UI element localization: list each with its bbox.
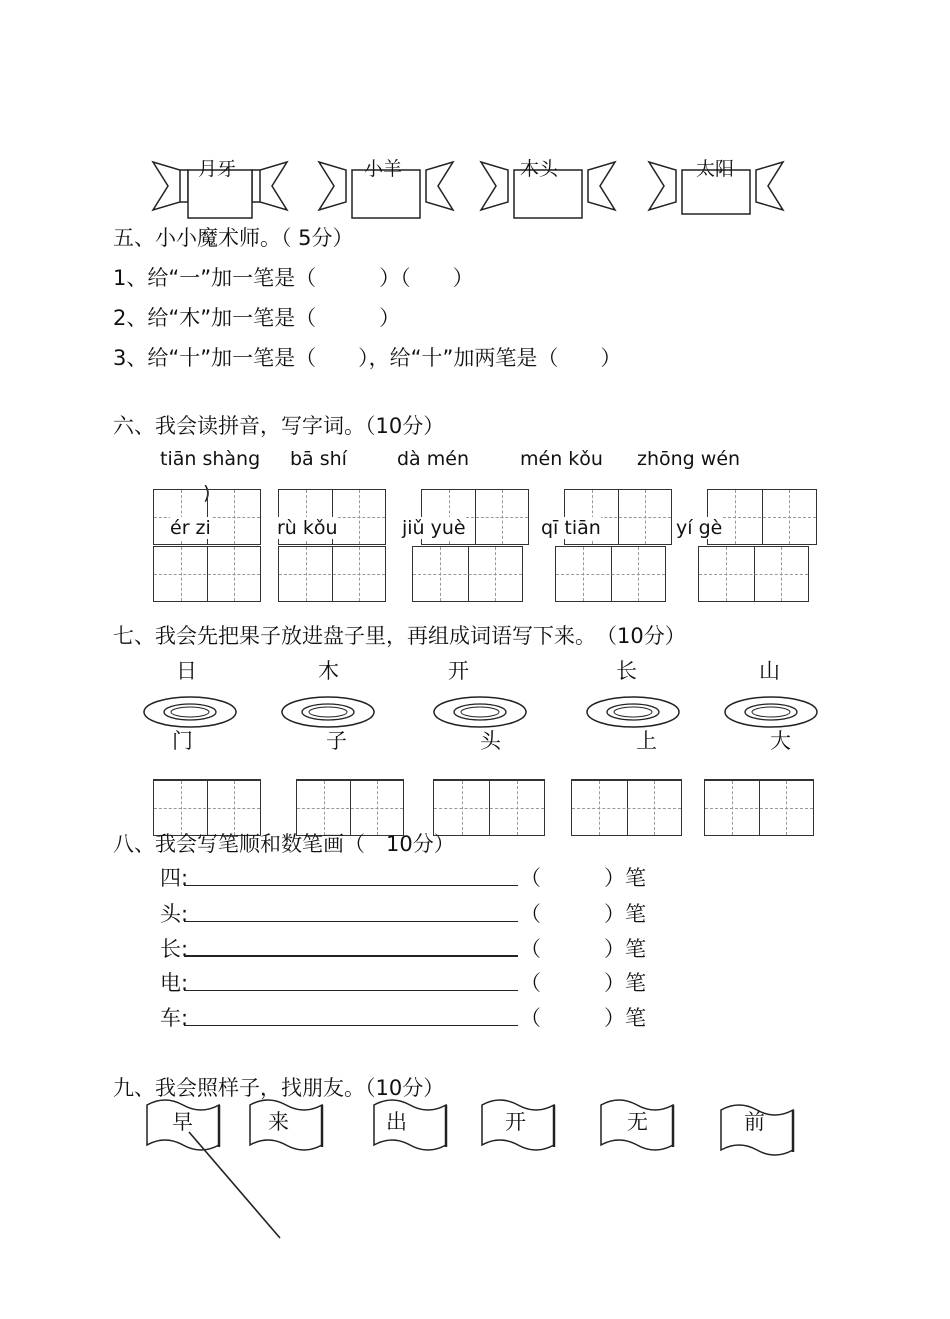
stroke-char-2: 头:: [160, 902, 189, 926]
stroke-count-5: （ ）笔: [520, 1006, 646, 1030]
word-grid-5[interactable]: [704, 779, 814, 836]
pinyin-row1-4: mén kǒu: [520, 448, 603, 470]
pinyin-row2-4: qī tiān: [541, 517, 601, 539]
fruit-top-2: 木: [318, 659, 339, 683]
section-9-title: 九、我会照样子，找朋友。（10分）: [113, 1076, 445, 1100]
pinyin-row2-1: ér zi: [170, 517, 211, 539]
stroke-line-1[interactable]: [184, 885, 518, 886]
section-5-q2: 2、给“木”加一笔是（ ）: [113, 306, 401, 330]
flag-label-4: 开: [505, 1110, 526, 1134]
stroke-line-4[interactable]: [184, 990, 518, 991]
plate-1: [142, 695, 238, 729]
pinyin-row1-2: bā shí: [290, 448, 347, 470]
flag-label-2: 来: [268, 1110, 289, 1134]
section-5-q3: 3、给“十”加一笔是（ ），给“十”加两笔是（ ）: [113, 346, 622, 370]
writing-grid-r2-2[interactable]: [278, 546, 386, 602]
section-7-title: 七、我会先把果子放进盘子里，再组成词语写下来。 （10分）: [113, 624, 686, 648]
plate-4: [585, 695, 681, 729]
section-8-title: 八、我会写笔顺和数笔画（ 10分）: [113, 832, 455, 856]
stroke-char-3: 长:: [160, 937, 189, 961]
pinyin-row1-3: dà mén: [397, 448, 469, 470]
stroke-char-1: 四:: [160, 866, 189, 890]
flag-label-5: 无: [627, 1110, 648, 1134]
pinyin-row2-3: jiǔ yuè: [402, 517, 466, 539]
section-5-title: 五、小小魔术师。（ 5分）: [113, 226, 354, 250]
stroke-count-2: （ ）笔: [520, 902, 646, 926]
stroke-char-4: 电:: [160, 971, 189, 995]
fruit-top-1: 日: [176, 659, 197, 683]
fruit-bottom-1: 门: [172, 729, 193, 753]
section-5-q1: 1、给“一”加一笔是（ ）（ ）: [113, 266, 474, 290]
ribbon-label-1: 月牙: [198, 158, 237, 180]
writing-grid-r2-5[interactable]: [698, 546, 809, 602]
fruit-top-3: 开: [448, 659, 469, 683]
fruit-bottom-5: 大: [770, 729, 791, 753]
stroke-count-1: （ ）笔: [520, 866, 646, 890]
ribbon-label-4: 太阳: [696, 158, 735, 180]
fruit-top-5: 山: [759, 659, 780, 683]
plate-5: [723, 695, 819, 729]
stroke-line-2[interactable]: [184, 921, 518, 922]
fruit-bottom-4: 上: [636, 729, 657, 753]
stroke-line-5[interactable]: [184, 1025, 518, 1026]
stroke-line-3[interactable]: [184, 955, 518, 957]
writing-grid-r2-1[interactable]: [153, 546, 261, 602]
writing-grid-r2-3[interactable]: [412, 546, 523, 602]
word-grid-4[interactable]: [571, 779, 682, 836]
flag-label-3: 出: [386, 1110, 407, 1134]
plate-2: [280, 695, 376, 729]
ribbon-label-3: 木头: [520, 158, 559, 180]
stray-paren: ): [203, 482, 211, 504]
pinyin-row2-5: yí gè: [676, 517, 723, 539]
stroke-char-5: 车:: [160, 1006, 189, 1030]
pinyin-row2-2: rù kǒu: [277, 517, 338, 539]
flag-label-1: 早: [172, 1110, 193, 1134]
fruit-bottom-3: 头: [480, 729, 501, 753]
writing-grid-r1-5[interactable]: [707, 489, 817, 545]
fruit-top-4: 长: [616, 659, 637, 683]
pinyin-row1-5: zhōng wén: [637, 448, 741, 470]
pinyin-row1-1: tiān shàng: [160, 448, 261, 470]
stroke-count-4: （ ）笔: [520, 971, 646, 995]
ribbon-label-2: 小羊: [364, 158, 403, 180]
flag-3[interactable]: [370, 1097, 450, 1157]
section-6-title: 六、我会读拼音，写字词。（10分）: [113, 414, 445, 438]
stroke-count-3: （ ）笔: [520, 937, 646, 961]
plate-3: [432, 695, 528, 729]
writing-grid-r2-4[interactable]: [555, 546, 666, 602]
example-connector-line: [185, 1128, 285, 1243]
flag-label-6: 前: [744, 1110, 765, 1134]
fruit-bottom-2: 子: [326, 729, 347, 753]
